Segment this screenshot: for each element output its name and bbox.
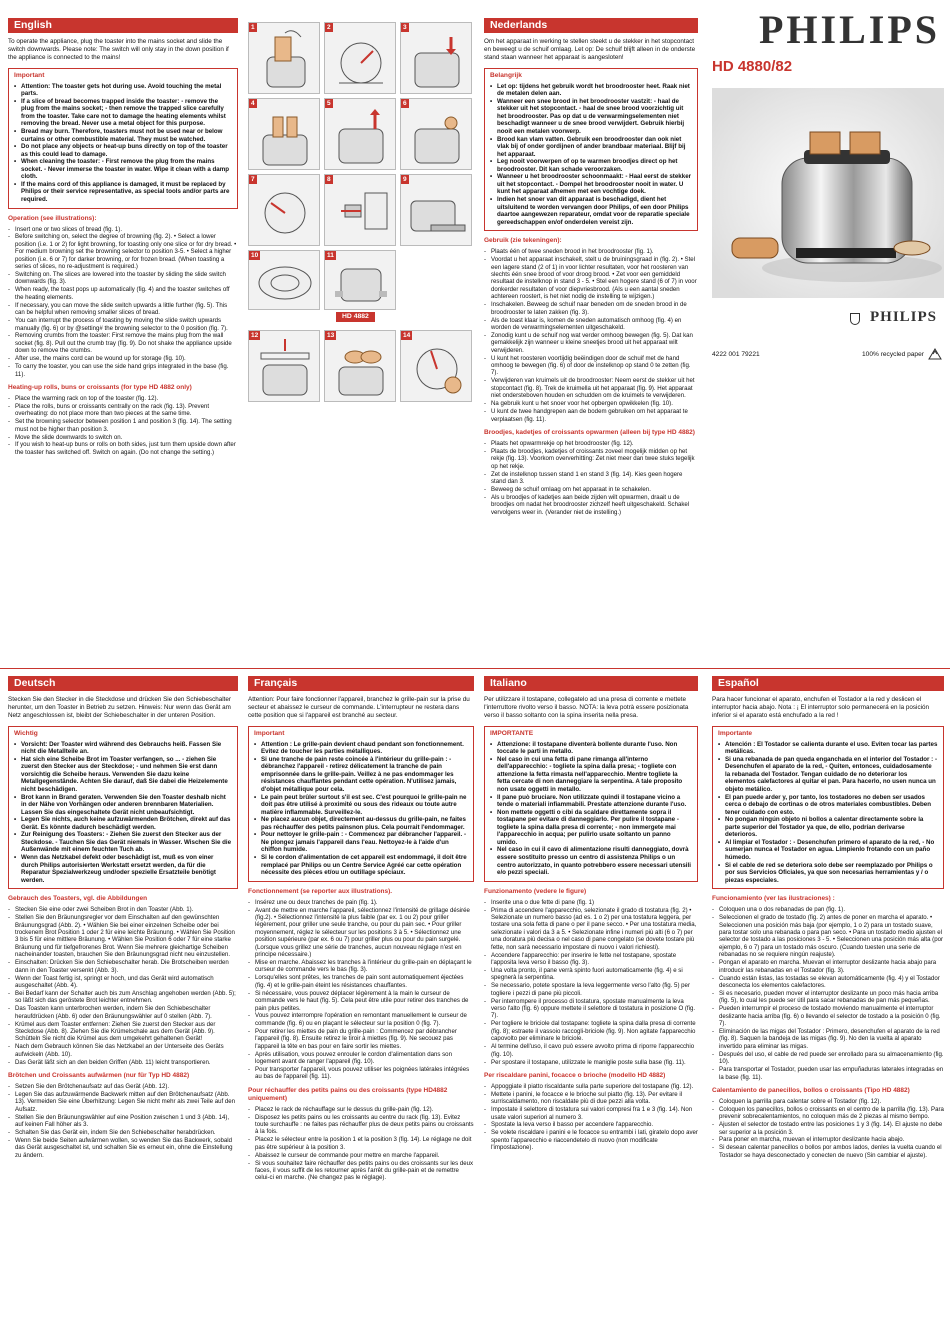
list-item: • Hat sich eine Scheibe Brot im Toaster verfangen, so ... - ziehen Sie zuerst den Stecker aus der Steckdose; - und nehmen Sie erst dann vorsichtig die Scheibe heraus. Verwenden Sie dazu keine Metallgegenstände. Achten Sie darauf, daß Sie dabei die Heizelemente nicht beschädigen.: [14, 756, 232, 794]
list-item: - Per spostare il tostapane, utilizzate le maniglie poste sulla base (fig. 11).: [484, 1059, 698, 1066]
figure-3: [400, 22, 472, 94]
list-item: - If you wish to heat-up buns or rolls on both sides, just turn them upside down after the toaster has switched off. Switch on again. (Do not change the setting.): [8, 441, 238, 456]
list-item: - Disposez les petits pains ou les croissants au centre du rack (fig. 13). Evitez toute surchauffe : ne faites pas réchauffer plus de deux petits pains ou croissants à la fois.: [248, 1114, 474, 1136]
figure-number: 3: [403, 24, 407, 31]
list-item: - Al termine dell'uso, il cavo può essere avvolto prima di riporre l'apparecchio (fig. 10).: [484, 1043, 698, 1058]
operation-title: Funcionamiento (ver las ilustraciones) :: [712, 895, 835, 903]
heating-title: Heating-up rolls, buns or croissants (for type HD 4882 only): [8, 383, 192, 391]
figure-number: 9: [403, 176, 407, 183]
list-item: - Pour retirer les miettes de pain du grille-pain : Commencez par débrancher l'appareil (fig. 8). Ensuite retirez le tiroir à miettes (fig. 9). Ne secouez pas l'appareil la tête en bas pour en faire sortir les miettes.: [248, 1028, 474, 1050]
list-item: - Wenn der Toast fertig ist, springt er hoch, und das Gerät wird automatisch ausgeschaltet (Abb. 4).: [8, 975, 238, 990]
intro-text: Para hacer funcionar el aparato, enchufen el Tostador a la red y deslicen el interruptor hacia abajo. Nota : ¡ El interruptor solo permanecerá en la posición inferior si el aparato está enchufado a la red !: [712, 696, 930, 719]
list-item: - Se necessario, potete spostare la leva leggermente verso l'alto (fig. 5) per togliere i pezzi di pane più piccoli.: [484, 982, 698, 997]
list-item: - Place the warming rack on top of the toaster (fig. 12).: [8, 395, 238, 402]
list-item: • Brot kann in Brand geraten. Verwenden Sie den Toaster deshalb nicht in der Nähe von Vorhängen oder anderen brennbaren Materialien. Lassen Sie das eingeschaltete Gerät nicht unbeaufsichtigt.: [14, 794, 232, 817]
list-item: • Wenn das Netzkabel defekt oder beschädigt ist, muß es von einer durch Philips autorisierten Werkstatt ersetzt werden, da für die Reparatur Spezialwerkzeug und/oder spezielle Ersatzteile benötigt werden.: [14, 854, 232, 884]
figure-8: [324, 174, 396, 246]
figure-11: [324, 250, 396, 310]
language-heading: Deutsch: [8, 676, 238, 691]
intro-text: To operate the appliance, plug the toaster into the mains socket and slide the switch downwards. Please note: The switch will only stay in the down position if the appliance is connected to the mains!: [8, 38, 229, 61]
list-item: • Brood kan vlam vatten. Gebruik een broodrooster dan ook niet vlak bij of onder gordijnen of ander brandbaar materiaal. Blijf bij het apparaat.: [490, 136, 692, 159]
english-column: [8, 18, 238, 658]
list-item: - Eliminación de las migas del Tostador : Primero, desenchufen el aparato de la red (fig. 8). Saquen la bandeja de las migas (fig. 9). No den la vuelta al aparato invertido para eliminar las migas.: [712, 1028, 944, 1050]
list-item: • Il pane può bruciare. Non utilizzate quindi il tostapane vicino a tende o materiali infiammabili. Prestate attenzione durante l'uso.: [490, 794, 692, 809]
list-item: • Vorsicht: Der Toaster wird während des Gebrauchs heiß. Fassen Sie nicht die Metallteile an.: [14, 741, 232, 756]
list-item: - Prima di accendere l'apparecchio, selezionate il grado di tostatura (fig. 2) • Selezionate un numero basso (ad es. 1 o 2) per una tostatura leggera, per tostare una sola fetta di pane o per il pane secco. • Per una tostatura media, selezionate i valori da 3 a 5. • Selezionate infine i numeri più alti (6 o 7) per una doratura più decisa o nel caso di pane congelato (se dovete tostare più fette, non sarà necessario impostare di nuovo i valori richiesti).: [484, 907, 698, 952]
list-item: • When cleaning the toaster: - First remove the plug from the mains socket. - Never immerse the toaster in water. Wipe it clean with a damp cloth.: [14, 158, 232, 181]
toaster-product-image: [712, 88, 944, 298]
list-item: - Ajusten el selector de tostado entre las posiciones 1 y 3 (fig. 14). El ajuste no debe ser superior a la posición 3.: [712, 1121, 944, 1136]
figure-number: 1: [251, 24, 255, 31]
list-item: • Ne placez aucun objet, directement au-dessus du grille-pain, ne faites pas réchauffer des petits painsnon plus. Cela pourrait l'endommager.: [254, 816, 468, 831]
recycle-icon: [928, 348, 942, 360]
important-box: [248, 726, 474, 882]
list-item: - Plaats één of twee sneden brood in het broodrooster (fig. 1).: [484, 248, 698, 255]
figure-number: 13: [327, 332, 335, 339]
list-item: • Wanneer u het broodrooster schoonmaakt: - Haal eerst de stekker uit het stopcontact. - Dompel het broodrooster nooit in water. U kunt het apparaat afnemen met een vochtige doek.: [490, 173, 692, 196]
operation-title: Fonctionnement (se reporter aux illustrations).: [248, 887, 393, 895]
heating-title: Per riscaldare panini, focacce o brioche (modello HD 4882): [484, 1071, 666, 1079]
french-column: [248, 676, 474, 1340]
list-item: - Move the slide downwards to switch on.: [8, 434, 238, 441]
list-item: - Coloquen una o dos rebanadas de pan (fig. 1).: [712, 906, 944, 913]
list-item: - Na gebruik kunt u het snoer voor het opbergen opwikkelen (fig. 10).: [484, 400, 698, 407]
list-item: - Appoggiate il piatto riscaldante sulla parte superiore del tostapane (fig. 12).: [484, 1083, 698, 1090]
list-item: - Spostate la leva verso il basso per accendere l'apparecchio.: [484, 1121, 698, 1128]
list-item: - Para poner en marcha, muevan el interruptor deslizante hacia abajo.: [712, 1136, 944, 1143]
list-item: - Impostate il selettore di tostatura sui valori compresi fra 1 e 3 (fig. 14). Non usate valori superiori al numero 3.: [484, 1106, 698, 1121]
figure-number: 5: [327, 100, 331, 107]
list-item: • Atención : El Tostador se calienta durante el uso. Eviten tocar las partes metálicas.: [718, 741, 938, 756]
list-item: • El pan puede arder y, por tanto, los tostadores no deben ser usados cerca o debajo de cortinas o de otros materiales combustibles. Deben tener cuidado con esto.: [718, 794, 938, 817]
list-item: • Attention : Le grille-pain devient chaud pendant son fonctionnement. Evitez de toucher les parties métalliques.: [254, 741, 468, 756]
list-item: - When ready, the toast pops up automatically (fig. 4) and the toaster switches off the heating elements.: [8, 286, 238, 301]
list-item: - Nach dem Gebrauch können Sie das Netzkabel an der Unterseite des Geräts aufwickeln (Abb. 10).: [8, 1043, 238, 1058]
list-item: • Indien het snoer van dit apparaat is beschadigd, dient het uitsluitend te worden vervangen door Philips, of een door Philips daartoe aangewezen reparateur, omdat voor de reparatie speciale gereedschappen en/of onderdelen vereist zijn.: [490, 196, 692, 226]
list-item: - U kunt de twee handgrepen aan de bodem gebruiken om het apparaat te verplaatsen (fig. 11).: [484, 408, 698, 423]
unplug-illustration: [325, 175, 396, 246]
list-item: - Voordat u het apparaat inschakelt, stelt u de bruiningsgraad in (fig. 2). • Stel een lagere stand (2 of 1) in voor lichter resultaten, voor het roosteren van slechts één snee brood of voor droog brood. • Zet voor een gemiddeld resultaat de instelknop in stand 3 - 5. • Stel een hogere stand (6 of 7) in voor donkerder resultaten of voor diepvriesbrood. (Als u een aantal sneden achtereen roostert, is het niet nodig de instelling te wijzigen.): [484, 256, 698, 301]
figure-12: [248, 330, 320, 402]
list-item: • Si una rebanada de pan queda enganchada en el interior del Tostador : - Desenchufen el aparato de la red, - Quiten, entonces, cuidadosamente la rebanada del Tostador. Tengan cuidado de no deteriorar los elementos calefactores al quitar el pan. Para hacerlo, no usen nunca un objeto metálico.: [718, 756, 938, 794]
list-item: - Schalten Sie das Gerät ein, indem Sie den Schiebeschalter herabdrücken.: [8, 1129, 238, 1136]
list-item: - Wenn Sie beide Seiten aufwärmen wollen, so wenden Sie das Backwerk, sobald das Gerät ausgeschaltet ist, und schalten Sie es erneut ein, ohne die Einstellung zu ändern.: [8, 1137, 238, 1159]
figure-13: [324, 330, 396, 402]
operation-title: Gebrauch des Toasters, vgl. die Abbildungen: [8, 895, 148, 903]
heating-list: [8, 1083, 238, 1159]
figure-10: [248, 250, 320, 310]
list-item: - Beweeg de schuif omlaag om het apparaat in te schakelen.: [484, 486, 698, 493]
figure-number: 10: [251, 252, 259, 259]
heating-title: Brötchen und Croissants aufwärmen (nur für Typ HD 4882): [8, 1072, 190, 1080]
important-box: [8, 68, 238, 209]
language-heading: Nederlands: [484, 18, 698, 33]
list-item: - After use, the mains cord can be wound up for storage (fig. 10).: [8, 355, 238, 362]
important-list: [718, 741, 938, 885]
list-item: • Si el cable de red se deteriora solo debe ser reemplazado por Philips o por sus Servicios Oficiales, ya que son necesarias herramientas y / o piezas especiales.: [718, 862, 938, 885]
list-item: - Setzen Sie den Brötchenaufsatz auf das Gerät (Abb. 12).: [8, 1083, 238, 1090]
figure-5: [324, 98, 396, 170]
crumb-tray-illustration: [401, 175, 472, 246]
list-item: - Plaats het opwarmrekje op het broodrooster (fig. 12).: [484, 440, 698, 447]
list-item: - Lorsqu'elles sont prêtes, les tranches de pain sont automatiquement éjectées (fig. 4) et le grille-pain éteint les résistances chauffantes.: [248, 974, 474, 989]
operation-list: [484, 899, 698, 1066]
list-item: - Pueden interrumpir el proceso de tostado moviendo manualmente el interruptor deslizante hacia arriba (fig. 6) o llevando el selector de tostado a la posición 0 (fig. 7).: [712, 1005, 944, 1027]
list-item: • Let op: tijdens het gebruik wordt het broodrooster heet. Raak niet de metalen delen aan.: [490, 83, 692, 98]
dial-zero-illustration: [249, 175, 320, 246]
section-divider: [0, 668, 950, 669]
list-item: - To carry the toaster, you can use the side hand grips integrated in the base (fig. 11).: [8, 363, 238, 378]
heating-title: Pour réchauffer des petits pains ou des croissants (type HD4882 uniquement): [248, 1086, 448, 1102]
list-item: - Seleccionen el grado de tostado (fig. 2) antes de poner en marcha el aparato. • Seleccionen una posición más baja (por ejemplo, 1 o 2) para un tostado suave, para tostar solo una rebanada o para pan seco. • Para un tostado medio ajusten el selector de tostado a las posiciones 3 - 5. • Seleccionen una posición más alta (por ejemplo, 6 o 7) para un tostado más oscuro. (Cuando tuesten una serie de rebanadas no se requiere ningún reajuste).: [712, 914, 944, 959]
important-title: IMPORTANTE: [490, 729, 534, 737]
recycled-paper-note: 100% recycled paper: [862, 351, 924, 358]
german-column: [8, 676, 238, 1340]
important-list: [490, 741, 692, 877]
list-item: - Mise en marche. Abaissez les tranches à l'intérieur du grille-pain en déplaçant le curseur de commande vers le bas (fig. 3).: [248, 959, 474, 974]
list-item: - Abaissez le curseur de commande pour mettre en marche l'appareil.: [248, 1152, 474, 1159]
list-item: - Zet de instelknop tussen stand 1 en stand 3 (fig. 14). Kies geen hogere stand dan 3.: [484, 471, 698, 486]
list-item: • Leg nooit voorwerpen of op te warmen broodjes direct op het broodrooster. Dit kan schade veroorzaken.: [490, 158, 692, 173]
operation-title: Gebruik (zie tekeningen):: [484, 237, 562, 245]
list-item: - Als de toast klaar is, komen de sneden automatisch omhoog (fig. 4) en worden de verwarmingselementen uitgeschakeld.: [484, 317, 698, 332]
list-item: • Non mettete oggetti o cibi da scaldare direttamente sopra il tostapane per evitare di danneggiarlo. Per pulire il tostapane - togliete la spina dalla presa di corrente; - non immergete mai l'apparecchio in acqua; per pulirlo usate soltanto un panno umido.: [490, 809, 692, 847]
list-item: • Attention: The toaster gets hot during use. Avoid touching the metal parts.: [14, 83, 232, 98]
list-item: • Al limpiar el Tostador : - Desenchufen primero el aparato de la red, - No sumerjan nunca el Tostador en agua. Límpienlo frotando con un paño húmedo.: [718, 839, 938, 862]
warming-rack-illustration: [249, 331, 320, 402]
important-title: Important: [254, 729, 285, 737]
figure-number: 2: [327, 24, 331, 31]
list-item: • Bread may burn. Therefore, toasters must not be used near or below curtains or other combustible material. They must be watched.: [14, 128, 232, 143]
figure-1: [248, 22, 320, 94]
operation-title: Funzionamento (vedere le figure): [484, 887, 587, 895]
figure-4: [248, 98, 320, 170]
list-item: - Vous pouvez interrompre l'opération en remontant manuellement le curseur de commande (fig. 6) ou en plaçant le sélecteur sur la position 0 (fig. 7).: [248, 1012, 474, 1027]
list-item: - Si es necesario, pueden mover el interruptor deslizante un poco más hacia arriba (fig. 5), lo cual les puede ser útil para sacar rebanadas de pan más pequeñas.: [712, 990, 944, 1005]
dutch-column: [484, 18, 698, 658]
list-item: - Si vous souhaitez faire réchauffer des petits pains ou des croissants sur les deux faces, il vous suffit de les retourner après l'arrêt du grille-pain et de remettre celui-ci en marche. (Ne changez pas le réglage).: [248, 1160, 474, 1182]
figure-number: 8: [327, 176, 331, 183]
list-item: • If a slice of bread becomes trapped inside the toaster: - remove the plug from the mains socket; - then remove the trapped slice carefully from the toaster. Take care not to damage the heating elements whilst removing the bread. Never use a metal object for this purpose.: [14, 98, 232, 128]
language-heading: English: [8, 18, 238, 33]
operation-list: [484, 248, 698, 423]
important-title: Importante: [718, 729, 753, 737]
list-item: - Mettete i panini, le focacce e le brioche sul piatto (fig. 13). Per evitare il surriscaldamento, non riscaldate più di due pezzi alla volta.: [484, 1091, 698, 1106]
list-item: • Attenzione: il tostapane diventerà bollente durante l'uso. Non toccate le parti in metallo.: [490, 741, 692, 756]
document-code: 4222 001 79221: [712, 351, 760, 358]
list-item: - Insert one or two slices of bread (fig. 1).: [8, 226, 238, 233]
intro-text: Attention: Pour faire fonctionner l'appareil, branchez le grille-pain sur la prise du secteur et abaissez le curseur de commande. L'interrupteur ne restera dans cette position que si l'appareil est branché au secteur.: [248, 696, 470, 719]
list-item: - Als u broodjes of kadetjes aan beide zijden wilt opwarmen, draait u de broodjes om nadat het broodrooster zichzelf heeft uitgeschakeld. Schakel vervolgens weer in. (Verander niet de instelling.): [484, 494, 698, 516]
list-item: • Pour nettoyer le grille-pain : - Commencez par débrancher l'appareil. - Ne plongez jamais l'appareil dans l'eau. Nettoyez-le à l'aide d'un chiffon humide.: [254, 831, 468, 854]
list-item: - Das Toasten kann unterbrochen werden, indem Sie den Schiebeschalter heraufdrücken (Abb. 6) oder den Bräunungswähler auf 0 stellen (Abb. 7).: [8, 1005, 238, 1020]
list-item: • Si le cordon d'alimentation de cet appareil est endommagé, il doit être remplacé par Philips ou un Centre Service Agréé car cette opération nécessite des pièces et/ou un outillage spéciaux.: [254, 854, 468, 877]
list-item: - Before switching on, select the degree of browning (fig. 2). • Select a lower position (i.e. 1 or 2) for light browning, for toasting only one slice or for dry bread. • For medium browning set the browning selector to position 3-5. • Select a higher position (i.e. 6 or 7) for darker browning, or for frozen bread. (When toasting a series of slices, no re-adjustment is required.): [8, 233, 238, 270]
list-item: • Legen Sie nichts, auch keine aufzuwärmenden Brötchen, direkt auf das Gerät. Es könnte dadurch beschädigt werden.: [14, 816, 232, 831]
heating-list: [248, 1106, 474, 1182]
cover-panel: [712, 8, 944, 388]
brand-logo-small: PHILIPS: [870, 309, 938, 325]
list-item: - Avant de mettre en marche l'appareil, sélectionnez l'intensité de grillage désirée (fig.2). • Sélectionnez l'intensité la plus faible (par ex. 1 ou 2) pour griller légèrement, pour griller une seule tranche, ou pour du pain sec. • Pour griller moyennement, réglez le sélecteur sur les positions 3 à 5. • Sélectionnez une position supérieure (par ex. 6 ou 7) pour griller plus ou pour du pain surgelé. (Lorsque vous grillez une série de tranches, aucun nouveau réglage n'est en principe nécessaire.): [248, 907, 474, 959]
list-item: - Coloquen los panecillos, bollos o croissants en el centro de la parrilla (fig. 13). Para prevenir sobrecalentamientos, no coloquen más de 2 piezas al mismo tiempo.: [712, 1106, 944, 1121]
heating-title: Calentamiento de panecillos, bollos o croissants (Tipo HD 4882): [712, 1086, 910, 1094]
list-item: - Après utilisation, vous pouvez enrouler le cordon d'alimentation dans son logement avant de ranger l'appareil (fig. 10).: [248, 1051, 474, 1066]
list-item: • Nel caso in cui una fetta di pane rimanga all'interno dell'apparecchio: - togliete la spina dalla presa; - togliete con attenzione la fetta rimasta nell'apparecchio. Mentre togliete la fetta cercate di non danneggiare la serpentina. A tale proposito non usate oggetti in metallo.: [490, 756, 692, 794]
language-heading: Français: [248, 676, 474, 691]
figure-2: [324, 22, 396, 94]
list-item: - Placez le sélecteur entre la position 1 et la position 3 (fig. 14). Le réglage ne doit pas être supérieur à la position 3.: [248, 1136, 474, 1151]
heating-list: [8, 395, 238, 456]
list-item: - Inserite una o due fette di pane (fig. 1): [484, 899, 698, 906]
list-item: - Insérez une ou deux tranches de pain (fig. 1).: [248, 899, 474, 906]
list-item: - Si nécessaire, vous pouvez déplacer légèrement à la main le curseur de commande vers le haut (fig. 5). Cela peut être utile pour retirer des tranches de pain plus petites.: [248, 990, 474, 1012]
list-item: - Per interrompere il processo di tostatura, spostate manualmente la leva verso l'alto (fig. 6) oppure mettete il selettore di tostatura in posizione O (fig. 7).: [484, 998, 698, 1020]
figure-number: 12: [251, 332, 259, 339]
intro-text: Om het apparaat in werking te stellen steekt u de stekker in het stopcontact en beweegt u de schuif omlaag. Let op: De schuif blijft alleen in de onderste stand staan wanneer het apparaat is aangesloten!: [484, 38, 696, 61]
list-item: - Legen Sie das aufzuwärmende Backwerk mitten auf den Brötchenaufsatz (Abb. 13). Vermeiden Sie eine Überhitzung: Legen Sie nicht mehr als zwei Teile auf den Aufsatz.: [8, 1091, 238, 1113]
important-title: Belangrijk: [490, 71, 522, 79]
list-item: • Nel caso in cui il cavo di alimentazione risulti danneggiato, dovrà essere sostituito presso un centro di assistenza Philips o un centro autorizzato, in quanto potrebbero essere necessari utensili e/o pezzi speciali.: [490, 846, 692, 876]
list-item: - Pour transporter l'appareil, vous pouvez utiliser les poignées latérales intégrées au bas de l'appareil (fig. 11).: [248, 1066, 474, 1081]
heating-list: [484, 440, 698, 516]
figure-number: 11: [327, 252, 334, 259]
list-item: - Krümel aus dem Toaster entfernen: Ziehen Sie zuerst den Stecker aus der Steckdose (Abb. 8). Ziehen Sie die Krümelschale aus dem Gerät (Abb. 9). Schütteln Sie nicht die Krümel aus dem umgekehrt gehaltenen Gerät!: [8, 1021, 238, 1043]
list-item: - Bei Bedarf kann der Schalter auch bis zum Anschlag angehoben werden (Abb. 5); so läßt sich das geröstete Brot leichter entnehmen.: [8, 990, 238, 1005]
rolls-on-rack-illustration: [325, 331, 396, 402]
list-item: - Pongan el aparato en marcha. Muevan el interruptor deslizante hacia abajo para introducir las rebanadas en el Tostador (fig. 3).: [712, 959, 944, 974]
list-item: - Se volete riscaldare i panini e le focacce su entrambi i lati, giratelo dopo aver spento l'apparecchio e riaccendetelo di nuovo (non modificate l'impostazione).: [484, 1129, 698, 1151]
list-item: - You can interrupt the process of toasting by moving the slide switch upwards manually (fig. 6) or by @setting# the browning selector to the 0 position (fig. 7).: [8, 317, 238, 332]
spanish-column: [712, 676, 944, 1340]
figure-7: [248, 174, 320, 246]
lift-switch-illustration: [325, 99, 396, 170]
important-list: [490, 83, 692, 227]
important-box: [484, 726, 698, 882]
heating-list: [712, 1098, 944, 1159]
operation-list: [248, 899, 474, 1081]
list-item: - Zonodig kunt u de schuif nog wat verder omhoog bewegen (fig. 5). Dat kan gemakkelijk zijn wanneer u kleine sneetjes brood uit het apparaat wilt verwijderen.: [484, 332, 698, 354]
figure-9: [400, 174, 472, 246]
list-item: • Wanneer een snee brood in het broodrooster vastzit: - haal de stekker uit het stopcontact. - haal de snee brood voorzichtig uit het broodrooster. Pas op dat u de verwarmingselementen niet beschadigt wanneer u de snee brood verwijdert. Gebruik hierbij nooit een metalen voorwerp.: [490, 98, 692, 136]
brand-shield-icon: [850, 313, 860, 325]
list-item: - Después del uso, el cable de red puede ser enrollado para su almacenamiento (fig. 10).: [712, 1051, 944, 1066]
list-item: • No pongan ningún objeto ni bollos a calentar directamente sobre la parte superior del Tostador ya que, de ello, podrían derivarse deterioros.: [718, 816, 938, 839]
operation-list: [712, 906, 944, 1081]
figure-number: 6: [403, 100, 407, 107]
browning-dial-illustration: [325, 23, 396, 94]
list-item: - Das Gerät läßt sich an den beiden Griffen (Abb. 11) leicht transportieren.: [8, 1059, 238, 1066]
language-heading: Español: [712, 676, 944, 691]
list-item: - Si desean calentar panecillos o bollos por ambos lados, denles la vuelta cuando el Tostador se haya desconectado y conecten de nuevo (Sin cambiar el ajuste).: [712, 1144, 944, 1159]
intro-text: Stecken Sie den Stecker in die Steckdose und drücken Sie den Schiebeschalter herunter, um den Toaster in Betrieb zu setzen. Hinweis: Nur wenn das Gerät am Netz angeschlossen ist, bleibt der Schiebeschalter in der unteren Position.: [8, 696, 231, 719]
figure-14: [400, 330, 472, 402]
important-list: [254, 741, 468, 877]
figure-number: 7: [251, 176, 255, 183]
illustrations-panel: [248, 22, 474, 460]
list-item: - Una volta pronto, il pane verrà spinto fuori automaticamente (fig. 4) e si spegnerà la serpentina.: [484, 967, 698, 982]
list-item: - Cuando están listas, las tostadas se elevan automáticamente (fig. 4) y el Tostador desconecta los elementos calefactores.: [712, 975, 944, 990]
italian-column: [484, 676, 698, 1340]
list-item: • If the mains cord of this appliance is damaged, it must be replaced by Philips or their service representative, as special tools and/or parts are required.: [14, 181, 232, 204]
important-title: Wichtig: [14, 729, 38, 737]
list-item: - Stecken Sie eine oder zwei Scheiben Brot in den Toaster (Abb. 1).: [8, 906, 238, 913]
list-item: - Stellen Sie den Bräunungsregler vor dem Einschalten auf den gewünschten Bräunungsgrad (Abb. 2). • Wählen Sie bei einer einzelnen Scheibe oder bei trockenem Brot Position 1 oder 2 für eine leichte Bräunung. • Wählen Sie Position 3 bis 5 für eine mittlere Bräunung. • Wählen Sie Position 6 oder 7 für eine starke Bräunung und für tiefgefrorenes Brot. Wenn Sie mehrere gleichartige Scheiben nacheinander toasten, brauchen Sie den Bräunungsgrad nicht neu einzustellen.: [8, 914, 238, 959]
language-heading: Italiano: [484, 676, 698, 691]
heating-title: Broodjes, kadetjes of croissants opwarmen (alleen bij type HD 4882): [484, 428, 695, 436]
list-item: - Removing crumbs from the toaster: First remove the mains plug from the wall socket (fig. 8). Pull out the crumb tray (fig. 9). Do not shake the appliance upside down to remove the crumbs.: [8, 332, 238, 354]
list-item: • Zur Reinigung des Toasters: - Ziehen Sie zuerst den Stecker aus der Steckdose. - Tauchen Sie das Gerät niemals in Wasser. Wischen Sie die Außenwände mit einem feuchten Tuch ab.: [14, 831, 232, 854]
list-item: - Switching on. The slices are lowered into the toaster by sliding the slide switch downwards (fig. 3).: [8, 271, 238, 286]
heating-list: [484, 1083, 698, 1152]
list-item: - If necessary, you can move the slide switch upwards a little further (fig. 5). This can be helpful when removing smaller slices of bread.: [8, 302, 238, 317]
list-item: • Si une tranche de pain reste coincée à l'intérieur du grille-pain : - débranchez l'appareil - retirez délicatement la tranche de pain emprisonnée dans le grille-pain. Veillez à ne pas endommager les résistances chauffantes pendant cette opération. N'utilisez jamais, d'objet métallique pour cela.: [254, 756, 468, 794]
important-box: [712, 726, 944, 890]
switch-down-illustration: [401, 23, 472, 94]
operation-list: [8, 906, 238, 1066]
operation-title: Operation (see illustrations):: [8, 214, 97, 222]
important-title: Important: [14, 71, 45, 79]
important-list: [14, 83, 232, 204]
model-tag: HD 4882: [336, 312, 375, 322]
figure-6: [400, 98, 472, 170]
list-item: - U kunt het roosteren voortijdig beëindigen door de schuif met de hand omhoog te bewegen (fig. 6) of door de instelknop op stand 0 te zetten (fig. 7).: [484, 355, 698, 377]
list-item: - Set the browning selector between position 1 and position 3 (fig. 14). The setting must not be higher than position 3.: [8, 418, 238, 433]
model-number: HD 4880/82: [712, 58, 793, 75]
list-item: - Placez le rack de réchauffage sur le dessus du grille-pain (fig. 12).: [248, 1106, 474, 1113]
list-item: - Einschalten: Drücken Sie den Schiebeschalter herab. Die Brotscheiben werden dann in den Toaster versenkt (Abb. 3).: [8, 959, 238, 974]
figure-number: 4: [251, 100, 255, 107]
list-item: - Inschakelen. Beweeg de schuif naar beneden om de sneden brood in de broodrooster te laten zakken (fig. 3).: [484, 301, 698, 316]
list-item: - Verwijderen van kruimels uit de broodrooster: Neem eerst de stekker uit het stopcontact (fig. 8). Trek de kruimella uit het apparaat (fig. 9). Het apparaat niet ondersteboven houden en schudden om de kruimels te verwijderen.: [484, 377, 698, 399]
list-item: - Plaats de broodjes, kadetjes of croissants zoveel mogelijk midden op het rekje (fig. 13). Voorkom oververhitting: Zet niet meer dan twee stuks tegelijk op het rekje.: [484, 448, 698, 470]
intro-text: Per utilizzare il tostapane, collegatelo ad una presa di corrente e mettete l'interruttore rivolto verso il basso. NOTA: la leva potrà essere posizionata verso il basso soltanto con la spina inserita nella presa.: [484, 696, 689, 719]
list-item: • Do not place any objects or heat-up buns directly on top of the toaster as this could lead to damage.: [14, 143, 232, 158]
toast-pops-up-illustration: [249, 99, 320, 170]
list-item: - Stellen Sie den Bräunungswähler auf eine Position zwischen 1 und 3 (Abb. 14), auf keinen Fall höher als 3.: [8, 1114, 238, 1129]
important-box: [8, 726, 238, 890]
toaster-illustration: [249, 23, 320, 94]
brand-logo: PHILIPS: [758, 7, 940, 52]
dial-setting-illustration: [401, 331, 472, 402]
interrupt-illustration: [401, 99, 472, 170]
list-item: - Accendere l'apparecchio: per inserire le fette nel tostapane, spostate l'apposita leva verso il basso (fig. 3).: [484, 952, 698, 967]
list-item: - Coloquen la parrilla para calentar sobre el Tostador (fig. 12).: [712, 1098, 944, 1105]
list-item: - Place the rolls, buns or croissants centrally on the rack (fig. 13). Prevent overheating: do not place more than two pieces at the same time.: [8, 403, 238, 418]
figure-number: 14: [403, 332, 411, 339]
list-item: - Para transportar el Tostador, pueden usar las empuñaduras laterales integradas en la base (fig. 11).: [712, 1066, 944, 1081]
list-item: • Le pain peut brûler surtout s'il est sec. C'est pourquoi le grille-pain ne doit pas être utilisé à proximité ou sous des rideaux ou toute autre matière inflammable. Surveillez-le.: [254, 794, 468, 817]
list-item: - Per togliere le briciole dal tostapane: togliete la spina dalla presa di corrente (fig. 8); estraete il vassoio raccogli-briciole (fig. 9). Non agitate l'apparecchio capovolto per eliminare le briciole.: [484, 1020, 698, 1042]
important-list: [14, 741, 232, 885]
important-box: [484, 68, 698, 232]
operation-list: [8, 226, 238, 378]
